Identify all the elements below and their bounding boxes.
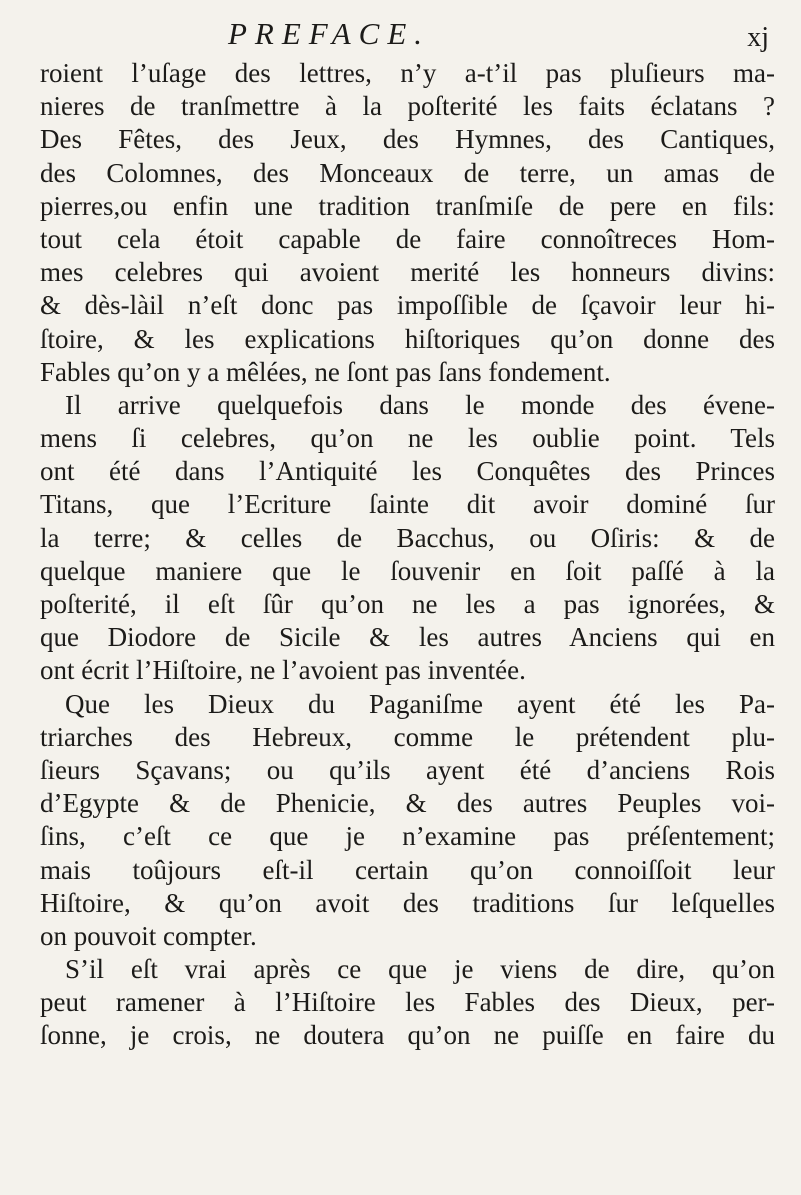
running-head-title: PREFACE. [228, 16, 431, 51]
text-line: que Diodore de Sicile & les autres Anciens qui en [40, 622, 775, 653]
text-line: des Colomnes, des Monceaux de terre, un amas de [40, 157, 775, 188]
text-line: S’il eſt vrai après ce que je viens de dire, qu’on [65, 954, 775, 985]
text-line: Hiſtoire, & qu’on avoit des traditions ſur leſquelles [40, 887, 775, 918]
running-head [40, 12, 775, 56]
text-line: Que les Dieux du Paganiſme ayent été les Pa- [65, 688, 775, 719]
text-line: ſtoire, & les explications hiſtoriques qu’on donne des [40, 323, 775, 354]
body-text [40, 57, 775, 1053]
text-line: pierres,ou enfin une tradition tranſmiſe de pere en fils: [40, 190, 775, 221]
text-line: ſins, c’eſt ce que je n’examine pas préſentement; [40, 821, 775, 852]
text-line: roient l’uſage des lettres, n’y a-t’il pas pluſieurs ma- [40, 58, 775, 88]
text-line: ont écrit l’Hiſtoire, ne l’avoient pas inventée. [40, 655, 526, 686]
text-line: ſonne, je crois, ne doutera qu’on ne puiſſe en faire du [40, 1020, 775, 1051]
text-line: nieres de tranſmettre à la poſterité les faits éclatans ? [40, 91, 775, 122]
text-line: Titans, que l’Ecriture ſainte dit avoir dominé ſur [40, 489, 775, 520]
text-line: Fables qu’on y a mêlées, ne ſont pas ſans fondement. [40, 356, 611, 387]
text-line: Il arrive quelquefois dans le monde des évene- [65, 389, 775, 420]
text-line: Des Fêtes, des Jeux, des Hymnes, des Cantiques, [40, 124, 775, 155]
text-line: ont été dans l’Antiquité les Conquêtes des Princes [40, 456, 775, 487]
text-line: quelque maniere que le ſouvenir en ſoit paſſé à la [40, 555, 775, 586]
text-line: mes celebres qui avoient merité les honneurs divins: [40, 257, 775, 288]
text-line: d’Egypte & de Phenicie, & des autres Peuples voi- [40, 788, 775, 819]
text-line: triarches des Hebreux, comme le prétendent plu- [40, 721, 775, 752]
text-line: ſieurs Sçavans; ou qu’ils ayent été d’anciens Rois [40, 754, 775, 785]
page-number: xj [747, 22, 769, 53]
text-line: la terre; & celles de Bacchus, ou Oſiris: & de [40, 522, 775, 553]
text-line: tout cela étoit capable de faire connoîtreces Hom- [40, 223, 775, 254]
text-line: & dès-làil n’eſt donc pas impoſſible de ſçavoir leur hi- [40, 290, 775, 321]
text-line: on pouvoit compter. [40, 920, 257, 951]
text-line: mens ſi celebres, qu’on ne les oublie point. Tels [40, 423, 775, 454]
text-line: poſterité, il eſt ſûr qu’on ne les a pas ignorées, & [40, 589, 775, 619]
text-line: peut ramener à l’Hiſtoire les Fables des Dieux, per- [40, 987, 775, 1018]
text-line: mais toûjours eſt-il certain qu’on connoiſſoit leur [40, 854, 775, 885]
